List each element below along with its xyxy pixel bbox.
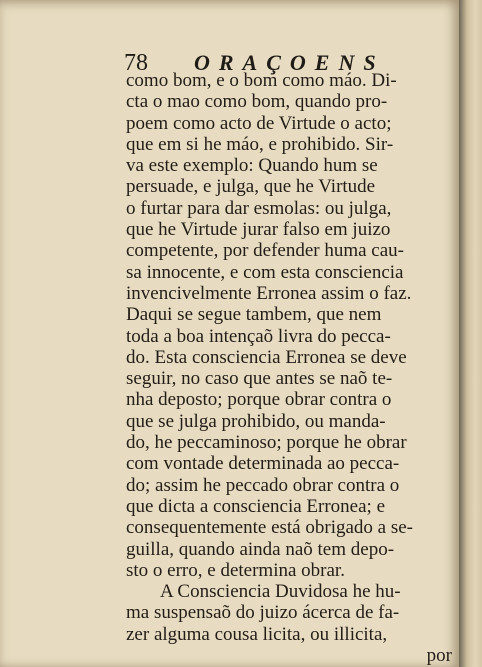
text-line: do; assim he peccado obrar contra o	[126, 474, 400, 496]
text-line: zer alguma cousa licita, ou illicita,	[126, 623, 388, 645]
text-line: que em si he máo, e prohibido. Sir-	[126, 133, 394, 155]
text-line: sa innocente, e com esta consciencia	[126, 261, 404, 283]
text-line: do. Esta consciencia Erronea se deve	[126, 346, 407, 368]
text-line: cta o mao como bom, quando pro-	[126, 91, 388, 113]
text-line: consequentemente está obrigado a se-	[126, 517, 413, 539]
body-text	[126, 70, 454, 666]
text-line: nha deposto; porque obrar contra o	[126, 389, 392, 411]
text-line: ma suspensaõ do juizo ácerca de fa-	[126, 602, 400, 624]
text-line: que se julga prohibido, ou manda-	[126, 410, 386, 432]
text-line: poem como acto de Virtude o acto;	[126, 112, 392, 134]
catchword: por	[426, 645, 452, 667]
paragraph-start-line: A Consciencia Duvidosa he hu-	[160, 581, 401, 603]
text-line: o furtar para dar esmolas: ou julga,	[126, 197, 392, 219]
text-line: sto o erro, e determina obrar.	[126, 559, 345, 581]
running-head: ORAÇOENS	[194, 50, 385, 75]
text-line: toda a boa intençaõ livra do pecca-	[126, 325, 391, 347]
text-line: invencivelmente Erronea assim o faz.	[126, 282, 412, 304]
text-line: seguir, no caso que antes se naõ te-	[126, 368, 393, 390]
next-page-edge	[459, 0, 482, 667]
text-line: como bom, e o bom como máo. Di-	[126, 70, 397, 91]
text-line: que dicta a consciencia Erronea; e	[126, 495, 385, 517]
text-line: persuade, e julga, que he Virtude	[126, 176, 376, 198]
text-line: Daqui se segue tambem, que nem	[126, 304, 382, 326]
page-number: 78	[124, 50, 148, 76]
text-line: guilla, quando ainda naõ tem depo-	[126, 538, 395, 560]
text-line: va este exemplo: Quando hum se	[126, 155, 378, 177]
text-line: que he Virtude jurar falso em juizo	[126, 219, 391, 241]
text-line: com vontade determinada ao pecca-	[126, 453, 400, 475]
text-line: competente, por defender huma cau-	[126, 240, 405, 262]
text-line: do, he peccaminoso; porque he obrar	[126, 432, 407, 454]
